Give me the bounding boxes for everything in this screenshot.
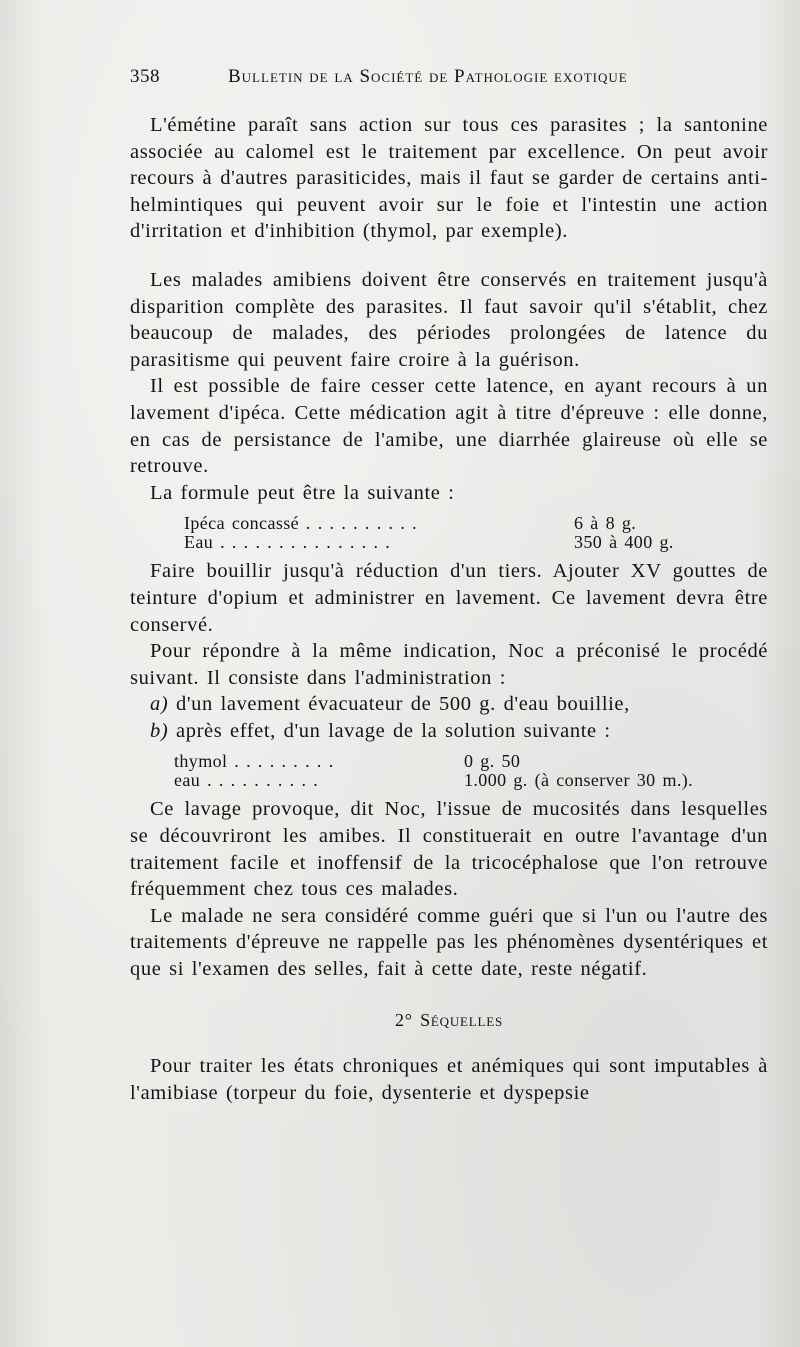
article-body [130,112,768,1106]
paragraph: Pour traiter les états chroniques et anémiques qui sont imputables à l'amibiase (torpeur du foie, dysenterie et dyspepsie [130,1055,768,1104]
paragraph: Pour répondre à la même indication, Noc a préconisé le procédé suivant. Il consiste dans l'administration : [130,640,768,689]
paragraph: L'émétine paraît sans action sur tous ces parasites ; la santonine associée au calomel est le traitement par excellence. On peut avoir recours à d'autres parasiticides, mais il faut se garder de certains anti-helmintiques qui peuvent avoir sur le foie et l'intestin une action d'irritation et d'inhibition (thymol, par exemple). [130,114,768,243]
journal-title: Bulletin de la Société de Pathologie exotique [228,66,628,87]
ipeca-formula [184,514,768,552]
paragraph: Faire bouillir jusqu'à réduction d'un tiers. Ajouter XV gouttes de teinture d'opium et administrer en lavement. Ce lavement devra être conservé. [130,560,768,636]
formula-quantity: 0 g. 50 [464,751,521,772]
list-label: a) [150,693,169,716]
formula-quantity: 6 à 8 g. [574,513,637,534]
formula-row [174,771,768,790]
formula-ingredient: Ipéca concassé . . . . . . . . . . [184,514,418,534]
section-number: 2° [394,1009,413,1030]
formula-ingredient: eau . . . . . . . . . . [174,771,319,791]
list-item [130,691,768,718]
list-label: b) [150,719,169,742]
formula-row [184,533,694,552]
list-item [130,718,768,745]
paragraph: La formule peut être la suivante : [150,481,455,504]
formula-row [184,514,694,533]
paragraph-gap [130,245,768,267]
section-heading [130,1007,768,1034]
formula-ingredient: Eau . . . . . . . . . . . . . . . [184,533,391,553]
formula-quantity: 1.000 g. (à conserver 30 m.). [464,770,694,791]
formula-row [174,752,768,771]
page-number: 358 [130,66,160,87]
formula-quantity: 350 à 400 g. [574,532,674,553]
section-title: Séquelles [420,1009,504,1030]
formula-ingredient: thymol . . . . . . . . . [174,752,334,772]
paragraph: Ce lavage provoque, dit Noc, l'issue de mucosités dans lesquelles se découvriront les amibes. Il constituerait en outre l'avantage d'un traitement facile et inoffensif de la tricocéphalose que l'on retrouve fréquemment chez tous ces malades. [130,798,768,901]
thymol-formula [174,752,768,790]
list-text: après effet, d'un lavage de la solution suivante : [176,719,611,742]
paragraph: Il est possible de faire cesser cette latence, en ayant recours à un lavement d'ipéca. Cette médication agit à titre d'épreuve : elle donne, en cas de persistance de l'amibe, une diarrhée glaireuse où elle se retrouve. [130,375,768,478]
paragraph: Les malades amibiens doivent être conservés en traitement jusqu'à disparition complète des parasites. Il faut savoir qu'il s'établit, chez beaucoup de malades, des périodes prolongées de latence du parasitisme qui peuvent faire croire à la guérison. [130,268,768,371]
paragraph: Le malade ne sera considéré comme guéri que si l'un ou l'autre des traitements d'épreuve ne rappelle pas les phénomènes dysentériques et que si l'examen des selles, fait à cette date, reste négatif. [130,904,768,981]
list-text: d'un lavement évacuateur de 500 g. d'eau bouillie, [176,693,630,716]
